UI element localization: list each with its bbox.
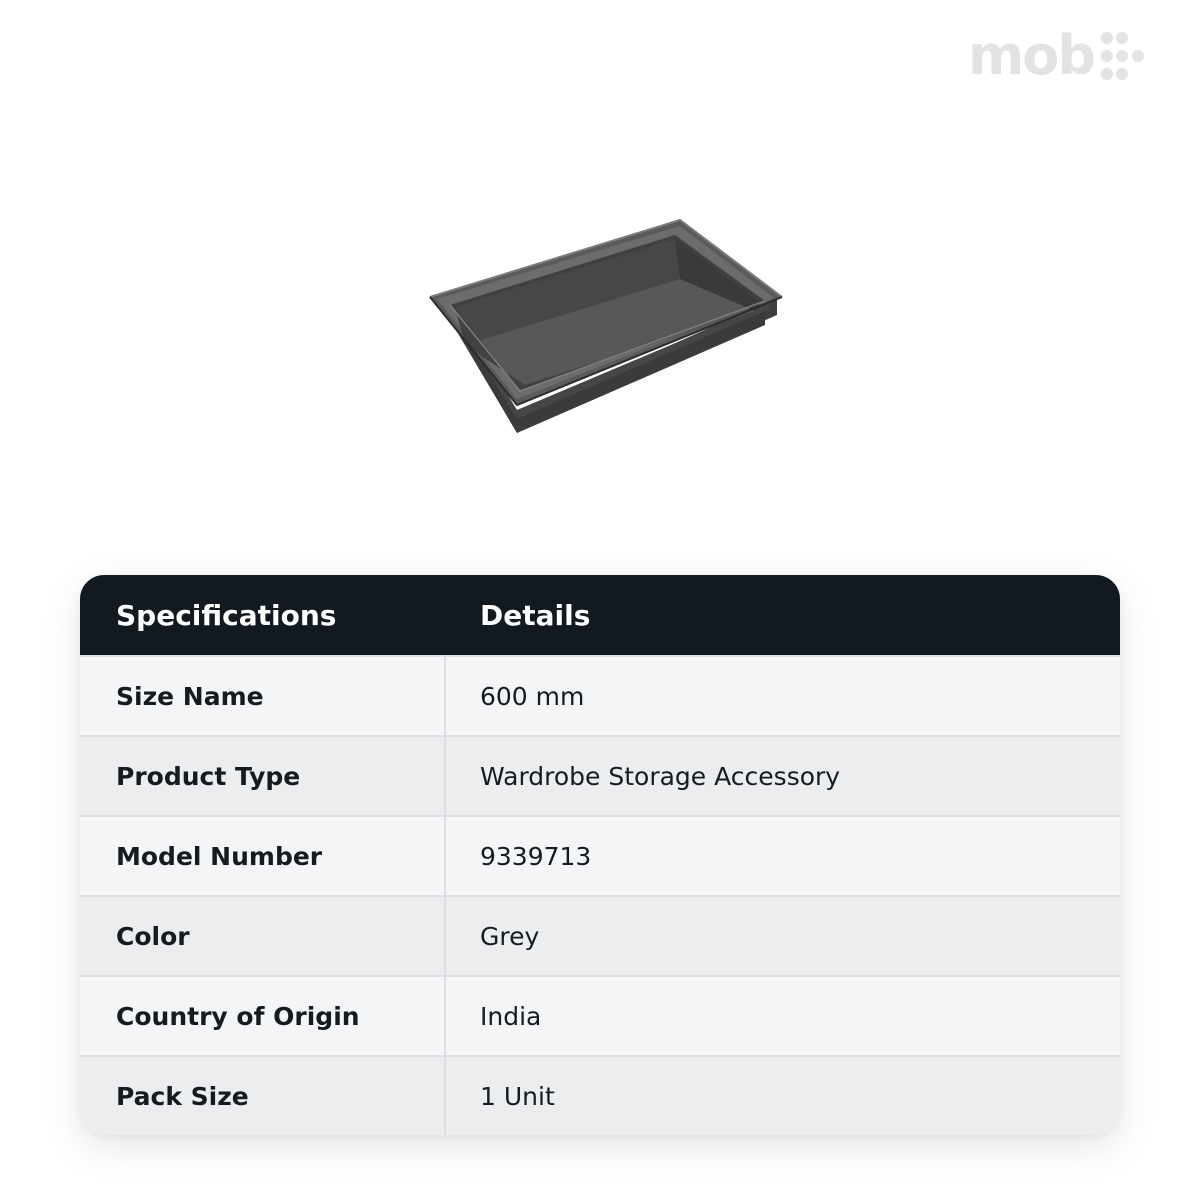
spec-value: 600 mm (480, 681, 585, 711)
spec-label: Product Type (80, 737, 446, 815)
spec-label: Color (80, 897, 446, 975)
spec-value: Wardrobe Storage Accessory (480, 761, 841, 791)
table-row (80, 735, 1120, 815)
spec-label: Country of Origin (80, 977, 446, 1055)
spec-value: 1 Unit (480, 1081, 555, 1111)
logo-dots-icon (1098, 30, 1148, 82)
spec-label: Model Number (80, 817, 446, 895)
spec-table (80, 575, 1120, 1135)
spec-table-header (80, 575, 1120, 655)
spec-label: Size Name (80, 657, 446, 735)
table-row (80, 895, 1120, 975)
spec-value: 9339713 (480, 841, 592, 871)
header-specifications: Specifications (116, 598, 337, 632)
table-row (80, 815, 1120, 895)
header-details: Details (480, 598, 591, 632)
table-row (80, 975, 1120, 1055)
spec-value: India (480, 1001, 542, 1031)
drawer-tray-image (425, 215, 787, 440)
table-row (80, 655, 1120, 735)
spec-value: Grey (480, 921, 540, 951)
table-row (80, 1055, 1120, 1135)
spec-label: Pack Size (80, 1057, 446, 1135)
brand-logo (968, 24, 1148, 87)
logo-text: mob (968, 24, 1095, 87)
